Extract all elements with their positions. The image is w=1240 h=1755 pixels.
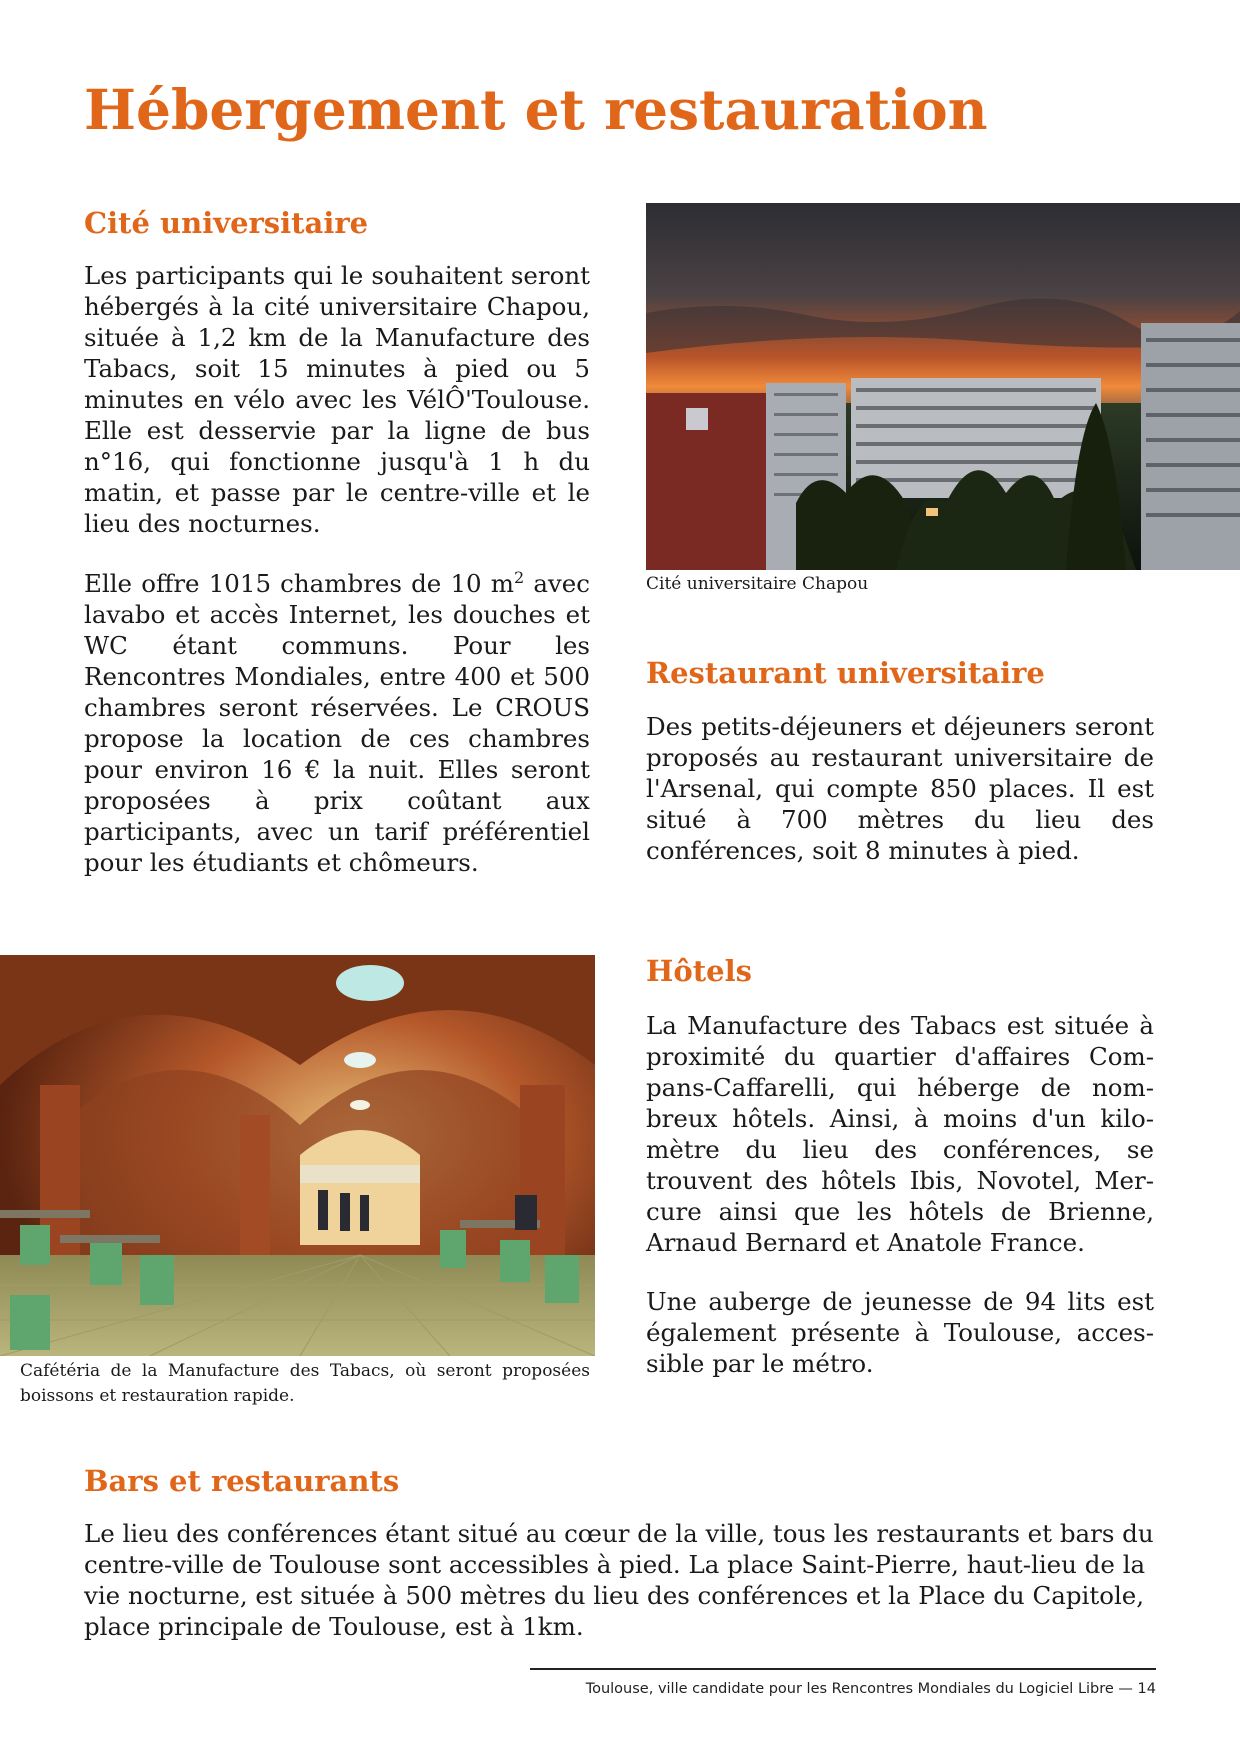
photo-cafeteria — [0, 955, 595, 1356]
section-heading-bars: Bars et restaurants — [84, 1464, 400, 1498]
section-heading-hotels: Hôtels — [646, 954, 752, 988]
caption-cafeteria: Cafétéria de la Manufacture des Tabacs, où seront proposées boissons et restauration rapide. — [20, 1361, 590, 1406]
sunset-buildings-image — [646, 203, 1240, 570]
hotels-paragraph-1: La Manufacture des Tabacs est située à proximité du quartier d'affaires Compans-Caffarelli, qui héberge de nombreux hôtels. Ainsi, à moins d'un kilomètre du lieu des conférences, se trouvent des hôtels Ibis, Novotel, Mercure ainsi que les hôtels de Brienne, Arnaud Bernard et Anatole France. — [646, 1011, 1154, 1257]
footer-rule — [530, 1668, 1156, 1670]
cite-paragraph-2 — [84, 568, 590, 878]
page-title: Hébergement et restauration — [84, 77, 988, 142]
page-footer: Toulouse, ville candidate pour les Rencontres Mondiales du Logiciel Libre — 14 — [585, 1681, 1156, 1697]
section-heading-restaurant: Restaurant universitaire — [646, 656, 1045, 690]
restaurant-paragraph: Des petits-déjeuners et déjeuners seront proposés au restaurant universitaire de l'Arsenal, qui compte 850 places. Il est situé à 700 mètres du lieu des conférences, soit 8 minutes à pied. — [646, 712, 1154, 865]
square-meter-superscript: 2 — [514, 567, 525, 587]
cite-paragraph-1: Les participants qui le souhaitent seront hébergés à la cité universitaire Chapou, située à 1,2 km de la Manufacture des Tabacs, soit 15 minutes à pied ou 5 minutes en vélo avec les VélÔ'Toulouse. Elle est desservie par la ligne de bus n°16, qui fonctionne jusqu'à 1 h du matin, et passe par le centre-ville et le lieu des nocturnes. — [84, 261, 590, 538]
caption-cite-chapou: Cité universitaire Chapou — [646, 574, 869, 594]
hotels-paragraph-2: Une auberge de jeunesse de 94 lits est également présente à Toulouse, accessible par le métro. — [646, 1287, 1154, 1378]
cite-paragraph-2-start: Elle offre 1015 chambres de 10 m — [84, 569, 514, 598]
cite-paragraph-2-end: avec lavabo et accès Internet, les douches et WC étant communs. Pour les Rencontres Mondiales, entre 400 et 500 chambres seront réservées. Le CROUS propose la location de ces chambres pour environ 16 € la nuit. Elles seront proposées à prix coûtant aux participants, avec un tarif préférentiel pour les étudiants et chômeurs. — [84, 569, 590, 877]
cafeteria-vaults-image — [0, 955, 595, 1356]
photo-cite-chapou — [646, 203, 1240, 570]
bars-paragraph: Le lieu des conférences étant situé au cœur de la ville, tous les restaurants et bars du centre-ville de Toulouse sont accessibles à pied. La place Saint-Pierre, haut-lieu de la vie nocturne, est située à 500 mètres du lieu des conférences et la Place du Capitole, place principale de Toulouse, est à 1km. — [84, 1519, 1154, 1641]
section-heading-cite: Cité universitaire — [84, 206, 369, 240]
